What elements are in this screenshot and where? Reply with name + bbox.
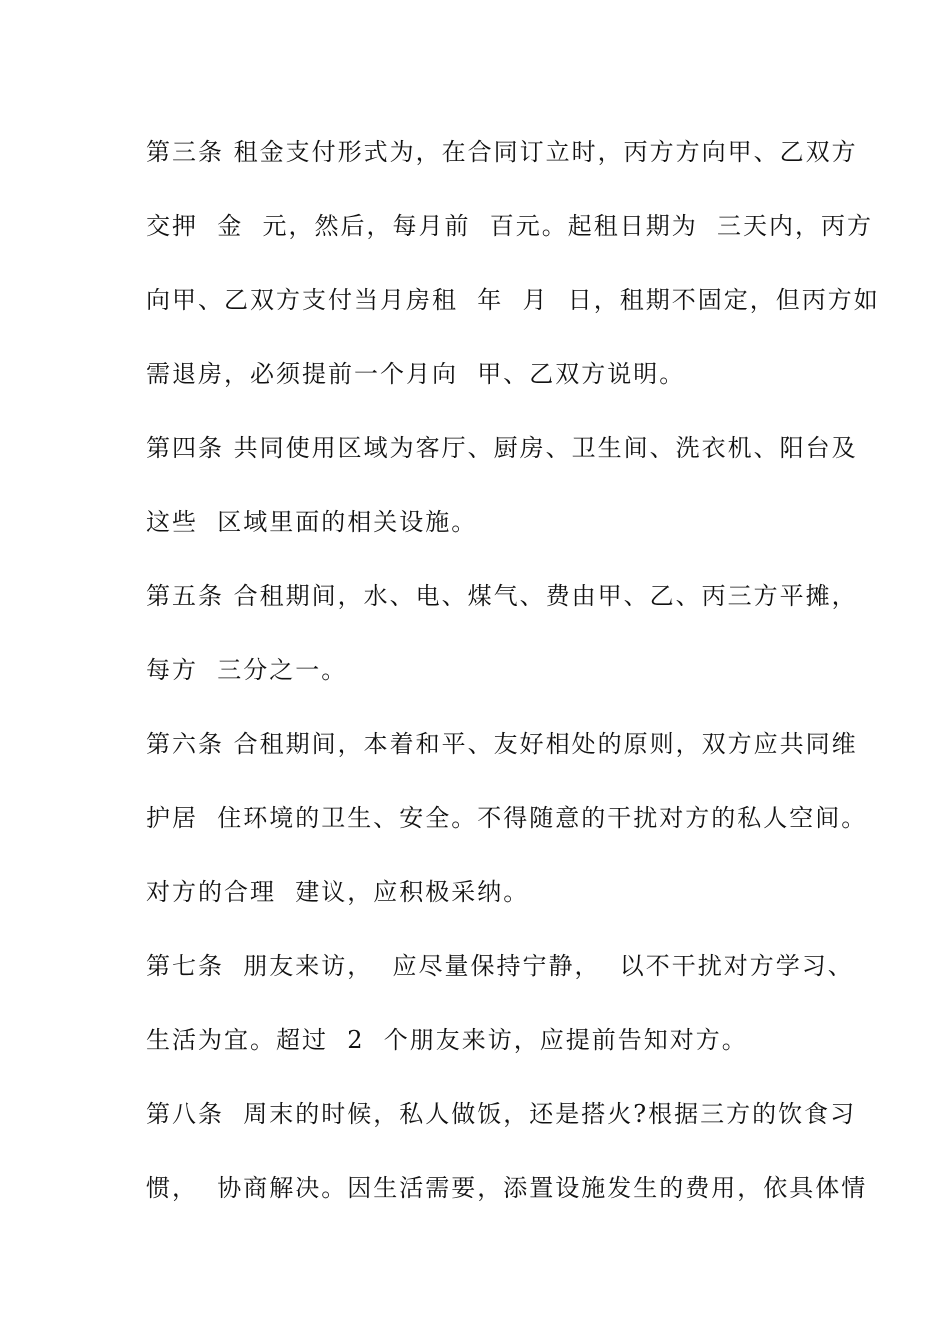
text-line-6: 这些 区域里面的相关设施。 [146, 508, 478, 536]
text-line-11: 对方的合理 建议，应积极采纳。 [146, 878, 530, 906]
text-line-4: 需退房，必须提前一个月向 甲、乙双方说明。 [146, 360, 686, 388]
text-line-5: 第四条 共同使用区域为客厅、厨房、卫生间、洗衣机、阳台及 [146, 434, 858, 462]
text-line-9: 第六条 合租期间，本着和平、友好相处的原则，双方应共同维 [146, 730, 858, 758]
text-line-1: 第三条 租金支付形式为，在合同订立时，丙方方向甲、乙双方 [146, 138, 858, 166]
text-line-15: 惯， 协商解决。因生活需要，添置设施发生的费用，依具体情 [146, 1174, 868, 1202]
text-line-13: 生活为宜。超过 2 个朋友来访，应提前告知对方。 [146, 1026, 748, 1054]
text-line-8: 每方 三分之一。 [146, 656, 348, 684]
text-line-12: 第七条 朋友来访， 应尽量保持宁静， 以不干扰对方学习、 [146, 952, 854, 980]
text-line-14: 第八条 周末的时候，私人做饭，还是搭火?根据三方的饮食习 [146, 1100, 857, 1128]
text-line-3: 向甲、乙双方支付当月房租 年 月 日，租期不固定，但丙方如 [146, 286, 880, 314]
text-line-2: 交押 金 元，然后，每月前 百元。起租日期为 三天内，丙方 [146, 212, 874, 240]
text-line-7: 第五条 合租期间，水、电、煤气、费由甲、乙、丙三方平摊， [146, 582, 858, 610]
text-line-10: 护居 住环境的卫生、安全。不得随意的干扰对方的私人空间。 [146, 804, 868, 832]
